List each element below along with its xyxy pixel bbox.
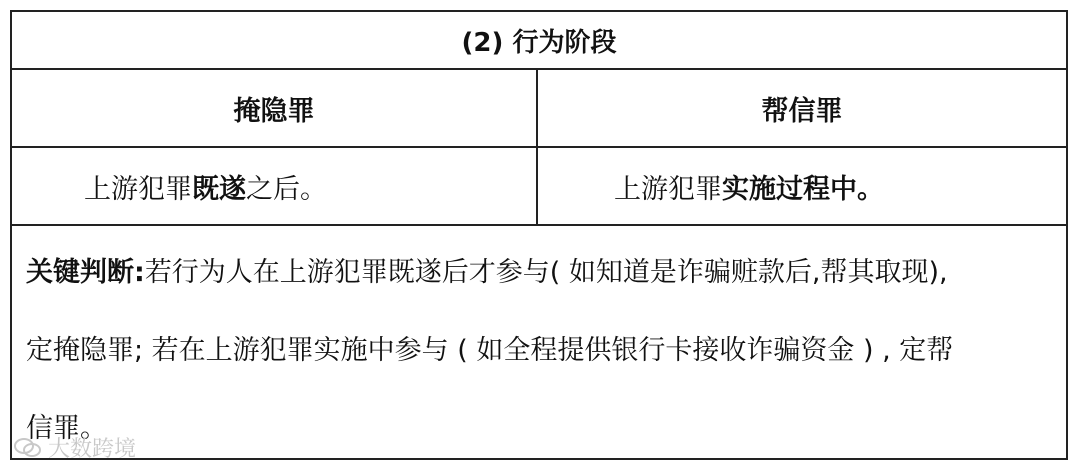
- header-row: [12, 70, 1066, 148]
- stage-left-prefix: 上游犯罪: [84, 173, 192, 205]
- wechat-style-logo-icon: [14, 437, 42, 459]
- stage-left-emphasis: 既遂: [192, 173, 246, 205]
- column-header-right: 帮信罪: [761, 95, 843, 127]
- stage-right-emphasis: 实施过程中。: [722, 173, 884, 205]
- stage-row: [12, 148, 1066, 226]
- note-line-3: [26, 390, 1052, 468]
- comparison-table: [10, 10, 1068, 460]
- stage-left-suffix: 之后。: [246, 173, 327, 205]
- note-text-1: 若行为人在上游犯罪既遂后才参与( 如知道是诈骗赃款后,帮其取现),: [144, 257, 948, 288]
- stage-text-right: [614, 167, 884, 206]
- key-judgment-row: [12, 226, 1066, 458]
- stage-text-left: [84, 167, 327, 206]
- table-title: (2) 行为阶段: [461, 27, 617, 58]
- header-cell-right: [538, 70, 1066, 146]
- stage-cell-right: [538, 148, 1066, 224]
- stage-right-prefix: 上游犯罪: [614, 173, 722, 205]
- note-line-2: [26, 312, 1052, 390]
- watermark: [14, 432, 136, 463]
- note-text-3: 信罪。: [26, 413, 107, 444]
- header-cell-left: [12, 70, 538, 146]
- column-header-left: 掩隐罪: [233, 95, 315, 127]
- stage-cell-left: [12, 148, 538, 224]
- note-line-1: [26, 234, 1052, 312]
- watermark-text: 大数跨境: [48, 437, 137, 462]
- note-label: 关键判断:: [26, 257, 145, 288]
- table-title-row: [12, 12, 1066, 70]
- note-text-2: 定掩隐罪; 若在上游犯罪实施中参与 ( 如全程提供银行卡接收诈骗资金 ) , 定帮: [26, 335, 954, 366]
